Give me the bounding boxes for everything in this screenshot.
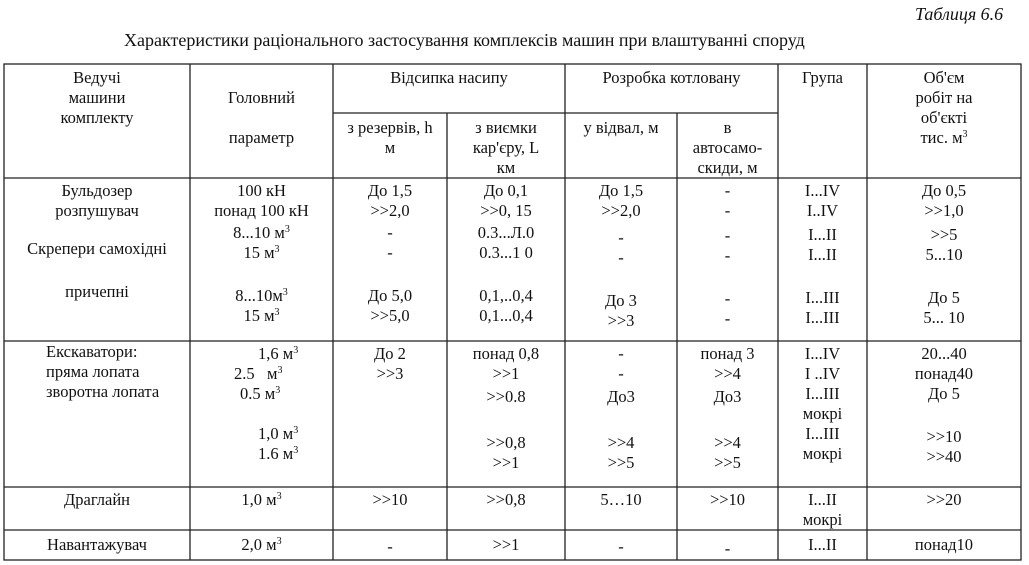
row-scraper-machine: Скрепери самохідні — [27, 239, 167, 258]
row-bulldozer-volume: До 0,5 >>1,0 — [921, 181, 967, 220]
row-excavator-cut: понад 0,8 >>1 >>0.8 >>0,8 >>1 — [472, 344, 540, 472]
row-loader-group: I...II — [808, 535, 837, 554]
row-dragline-trucks: >>10 — [709, 490, 746, 509]
row-dragline-volume: >>20 — [926, 490, 962, 509]
row-dragline-dump: 5…10 — [600, 490, 642, 509]
row-excavator-param: 1,6 $м^3$ 2.5 $м^3$ 0.5 $м^3$ 1,0 $м^3$ 1.6 $м^3$ — [234, 344, 299, 463]
header-pit-trucks: в автосамо- скиди, м — [692, 118, 763, 177]
row-loader-dump: - — [618, 537, 624, 556]
row-bulldozer-trucks: - - — [724, 181, 731, 220]
row-scraper-reserve: - - До 5,0 >>5,0 — [367, 223, 413, 325]
row-excavator-group: I...IV I ..IV I...III мокрі I...III мокрі — [802, 344, 843, 463]
table-title: Характеристики раціонального застосування комплексів машин при влаштуванні споруд — [124, 30, 805, 50]
row-loader-cut: >>1 — [492, 535, 520, 554]
row-dragline-group: I...II мокрі — [802, 490, 843, 529]
header-pit-dump: у відвал, м — [583, 118, 659, 137]
row-scraper-cut: 0.3...Л.0 0.3...1 0 0,1,..0,4 0,1...0,4 — [477, 223, 535, 325]
row-dragline-param: 1,0 $м^3$ — [241, 490, 282, 509]
row-excavator-machine: Екскаватори: пряма лопата зворотна лопата — [46, 342, 160, 401]
row-excavator-reserve: До 2 >>3 — [374, 344, 406, 383]
header-volume: Об'єм робіт на об'єкті тис. $м^3$ — [915, 68, 973, 147]
row-excavator-trucks: понад 3 >>4 До3 >>4 >>5 — [700, 344, 755, 472]
header-pit: Розробка котловану — [602, 68, 741, 87]
row-bulldozer-machine: Бульдозер розпушувач — [55, 181, 139, 220]
row-scraper-machine-2: причепні — [65, 282, 129, 301]
row-bulldozer-dump: До 1,5 >>2,0 — [598, 181, 644, 220]
row-loader-reserve: - — [387, 537, 393, 556]
row-dragline-reserve: >>10 — [372, 490, 408, 509]
header-group: Група — [802, 68, 843, 87]
row-bulldozer-cut: До 0,1 >>0, 15 — [480, 181, 532, 220]
row-loader-param: 2,0 $м^3$ — [241, 535, 282, 554]
header-fill-cut: з виємки кар'єру, L км — [472, 118, 540, 177]
row-scraper-volume: >>5 5...10 До 5 5... 10 — [923, 225, 965, 327]
header-fill: Відсипка насипу — [390, 68, 508, 87]
row-excavator-dump: - - До3 >>4 >>5 — [607, 344, 635, 472]
row-bulldozer-reserve: До 1,5 >>2,0 — [367, 181, 413, 220]
row-dragline-machine: Драглайн — [64, 490, 130, 509]
row-bulldozer-group: I...IV I..IV — [804, 181, 841, 220]
row-loader-trucks: - — [724, 539, 731, 558]
header-fill-reserve: з резервів, h м — [347, 118, 433, 157]
row-dragline-cut: >>0,8 — [486, 490, 526, 509]
row-bulldozer-param: 100 кН понад 100 кН — [214, 181, 309, 220]
row-loader-machine: Навантажувач — [47, 535, 147, 554]
header-machines: Ведучі машини комплекту — [60, 68, 134, 127]
row-scraper-dump: - - До 3 >>3 — [605, 228, 637, 330]
row-scraper-param: 8...10 $м^3$ 15 $м^3$ $8...10м^3$ 15 $м^3$ — [233, 223, 290, 325]
header-param: Головний параметр — [228, 88, 295, 147]
row-scraper-trucks: - - - - — [724, 226, 731, 328]
row-loader-volume: понад10 — [914, 535, 974, 554]
row-scraper-group: I...II I...II I...III I...III — [805, 225, 840, 327]
table-label: Таблиця 6.6 — [915, 4, 1004, 24]
row-excavator-volume: 20...40 понад40 До 5 >>10 >>40 — [914, 344, 974, 466]
